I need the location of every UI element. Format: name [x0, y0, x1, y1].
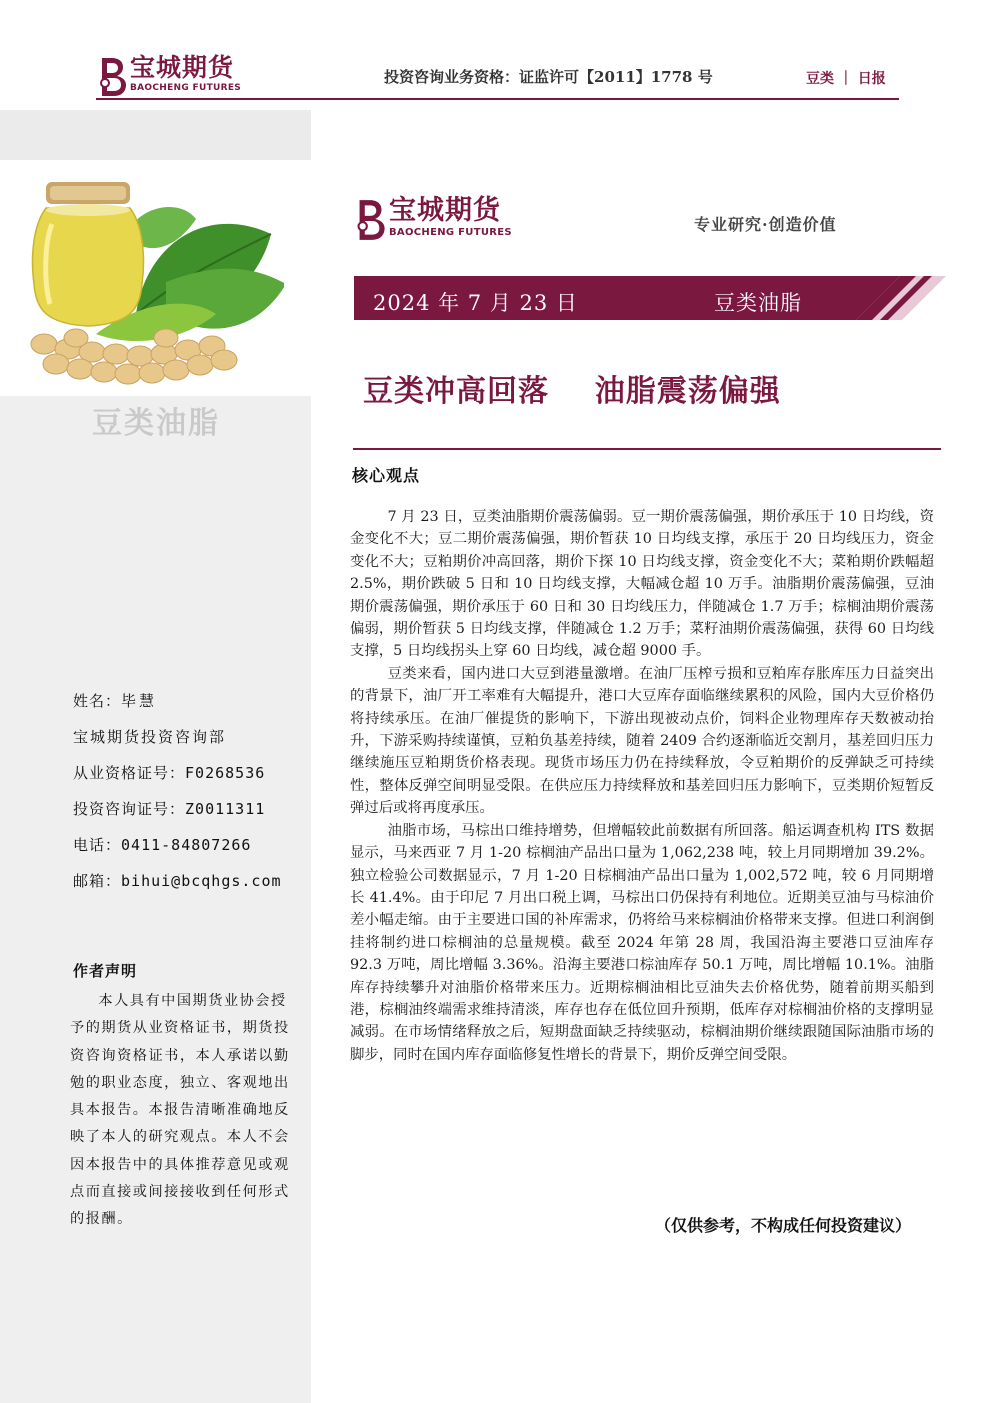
- banner-category: 豆类油脂: [714, 291, 802, 315]
- left-sidebar: [0, 110, 311, 1403]
- cert-number: F0268536: [185, 764, 266, 782]
- report-category: 豆类 ｜ 日报: [806, 71, 886, 87]
- header-logo-en: BAOCHENG FUTURES: [130, 83, 242, 93]
- headline-divider: [353, 448, 941, 450]
- advisory-label: 投资咨询证号：: [73, 800, 186, 818]
- header-divider: [96, 98, 899, 100]
- declaration-title: 作者声明: [73, 962, 138, 980]
- analyst-dept-row: [73, 726, 226, 747]
- page-header: [0, 0, 992, 104]
- header-logo: [96, 54, 241, 100]
- sidebar-info-panel: [0, 396, 311, 1403]
- sidebar-title: 豆类油脂: [92, 406, 220, 441]
- phone-label: 电话：: [73, 836, 122, 854]
- body-paragraph: 油脂市场，马棕出口维持增势，但增幅较此前数据有所回落。船运调查机构 ITS 数据显示，马来西亚 7 月 1-20 棕榈油产品出口量为 1,062,238 吨，较上月同期增加 39.2%。独立检验公司数据显示，7 月 1-20 日棕榈油产品出口量为 1,002,572 吨，较 6 月同期增长 41.4%。由于印尼 7 月出口税上调，马棕出口仍保持有利地位。近期美豆油与马棕油价差小幅走缩。由于主要进口国的补库需求，仍将给马来棕榈油价格带来支撑。但进口利润倒挂将制约进口棕榈油的总量规模。截至 2024 年第 28 周，我国沿海主要港口豆油库存 92.3 万吨，周比增幅 3.36%。沿海主要港口棕油库存 50.1 万吨，周比增幅 10.1%。油脂库存持续攀升对油脂价格带来压力。近期棕榈油相比豆油失去价格优势，随着前期买船到港，棕榈油终端需求维持清淡，库存也存在低位回升预期，低库存对棕榈油价格的支撑明显减弱。在市场情绪释放之后，短期盘面缺乏持续驱动，棕榈油期价继续跟随国际油脂市场的脚步，同时在国内库存面临修复性增长的背景下，期价反弹空间受限。: [350, 822, 934, 1063]
- analyst-phone-row: [73, 834, 251, 855]
- analyst-name-row: [73, 690, 157, 711]
- main-logo-cn: 宝城期货: [389, 195, 501, 226]
- core-view-title: 核心观点: [352, 466, 421, 485]
- analyst-dept: 宝城期货投资咨询部: [73, 728, 227, 746]
- main-logo: [353, 196, 512, 244]
- analyst-cert-row: [73, 762, 265, 783]
- report-headline: 豆类冲高回落 油脂震荡偏强: [363, 374, 781, 409]
- soybean-oil-image: [16, 164, 284, 394]
- report-body: [350, 506, 934, 1066]
- report-date: 2024 年 7 月 23 日: [373, 291, 578, 315]
- slogan: 专业研究·创造价值: [694, 215, 837, 234]
- analyst-advisory-row: [73, 798, 265, 819]
- company-logo-icon: [353, 196, 387, 244]
- body-paragraph: 豆类来看，国内进口大豆到港量激增。在油厂压榨亏损和豆粕库存胀库压力日益突出的背景下，油厂开工率难有大幅提升，港口大豆库存面临继续累积的风险，国内大豆价格仍将持续承压。在油厂催提货的影响下，下游出现被动点价，饲料企业物理库存天数被动抬升，下游采购持续谨慎，豆粕负基差持续，随着 2409 合约逐渐临近交割月，基差回归压力继续施压豆粕期货价格表现。现货市场压力仍在持续释放，令豆粕期价的反弹缺乏可持续性，整体反弹空间明显受限。在供应压力持续释放和基差回归压力影响下，豆类期价短暂反弹过后或将再度承压。: [350, 665, 934, 817]
- phone-number: 0411-84807266: [121, 836, 252, 854]
- email-label: 邮箱：: [73, 872, 122, 890]
- banner-stripes: [856, 276, 946, 320]
- email-address: bihui@bcqhgs.com: [121, 872, 282, 890]
- sidebar-top-band: [0, 110, 311, 160]
- analyst-name-label: 姓名：: [73, 692, 122, 710]
- main-logo-en: BAOCHENG FUTURES: [389, 227, 512, 238]
- company-logo-icon: [96, 54, 128, 100]
- license-text: 投资咨询业务资格：证监许可【2011】1778 号: [384, 68, 713, 86]
- advisory-number: Z0011311: [185, 800, 266, 818]
- analyst-email-row: [73, 870, 282, 891]
- disclaimer: （仅供参考，不构成任何投资建议）: [655, 1216, 912, 1235]
- header-logo-cn: 宝城期货: [130, 53, 235, 82]
- analyst-name: 毕慧: [121, 692, 158, 710]
- body-paragraph: 7 月 23 日，豆类油脂期价震荡偏弱。豆一期价震荡偏强，期价承压于 10 日均线，资金变化不大；豆二期价震荡偏强，期价暂获 10 日均线支撑，承压于 20 日均线压力，资金变化不大；豆粕期价冲高回落，期价下探 10 日均线支撑，资金变化不大；菜粕期价跌幅超 2.5%，期价跌破 5 日和 10 日均线支撑，大幅减仓超 10 万手。油脂期价震荡偏强，豆油期价震荡偏强，期价承压于 60 日和 30 日均线压力，伴随减仓 1.7 万手；棕榈油期价震荡偏弱，期价暂获 5 日均线支撑，伴随减仓 1.2 万手；菜籽油期价震荡偏强，获得 60 日均线支撑，5 日均线拐头上穿 60 日均线，减仓超 9000 手。: [350, 509, 934, 660]
- cert-label: 从业资格证号：: [73, 764, 186, 782]
- declaration-text: 本人具有中国期货业协会授予的期货从业资格证书，期货投资咨询资格证书，本人承诺以勤勉的职业态度，独立、客观地出具本报告。本报告清晰准确地反映了本人的研究观点。本人不会因本报告中的具体推荐意见或观点而直接或间接接收到任何形式的报酬。: [70, 993, 290, 1228]
